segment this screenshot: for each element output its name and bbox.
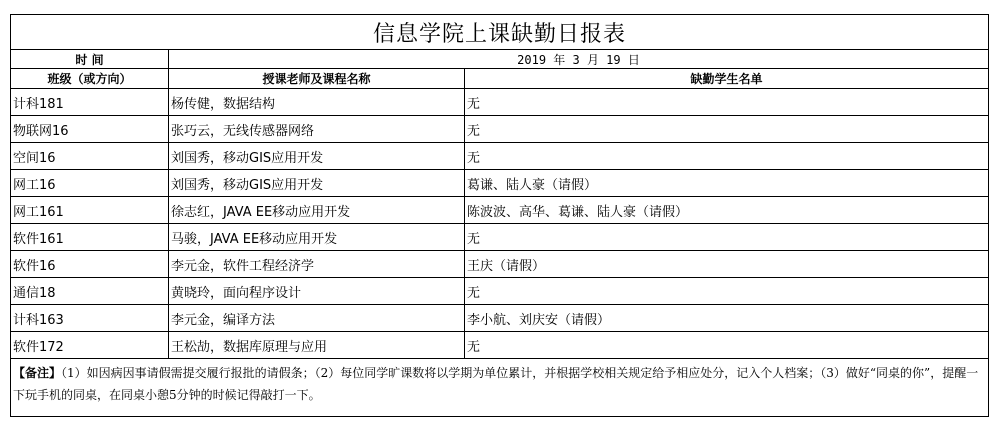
- table-row: [11, 278, 989, 305]
- cell-absent: 无: [465, 332, 989, 359]
- cell-class: 软件161: [11, 224, 169, 251]
- cell-class: 网工161: [11, 197, 169, 224]
- cell-teacher-course: 徐志红，JAVA EE移动应用开发: [169, 197, 465, 224]
- cell-absent: 无: [465, 224, 989, 251]
- note-text: （1）如因病因事请假需提交履行报批的请假条；（2）每位同学旷课数将以学期为单位累计，并根据学校相关规定给予相应处分，记入个人档案；（3）做好“同桌的你”，提醒一下玩手机的同桌，在同桌小憩5分钟的时候记得敲打一下。: [13, 366, 979, 402]
- note-row: [11, 359, 989, 417]
- cell-teacher-course: 张巧云，无线传感器网络: [169, 116, 465, 143]
- header-absent: 缺勤学生名单: [465, 69, 989, 89]
- absence-report-sheet: [10, 14, 988, 417]
- cell-teacher-course: 李元金，编译方法: [169, 305, 465, 332]
- table-row: [11, 89, 989, 116]
- cell-teacher-course: 王松劼，数据库原理与应用: [169, 332, 465, 359]
- cell-absent: 葛谦、陆人豪（请假）: [465, 170, 989, 197]
- cell-teacher-course: 刘国秀，移动GIS应用开发: [169, 170, 465, 197]
- cell-class: 物联网16: [11, 116, 169, 143]
- cell-class: 软件16: [11, 251, 169, 278]
- table-row: [11, 224, 989, 251]
- cell-class: 空间16: [11, 143, 169, 170]
- header-class: 班级（或方向）: [11, 69, 169, 89]
- note-cell: [11, 359, 989, 417]
- note-tag: 【备注】: [13, 366, 62, 380]
- cell-teacher-course: 刘国秀，移动GIS应用开发: [169, 143, 465, 170]
- cell-class: 网工16: [11, 170, 169, 197]
- table-row: [11, 116, 989, 143]
- cell-class: 通信18: [11, 278, 169, 305]
- cell-class: 计科181: [11, 89, 169, 116]
- cell-teacher-course: 李元金，软件工程经济学: [169, 251, 465, 278]
- cell-teacher-course: 黄晓玲，面向程序设计: [169, 278, 465, 305]
- cell-absent: 王庆（请假）: [465, 251, 989, 278]
- cell-absent: 陈波波、高华、葛谦、陆人豪（请假）: [465, 197, 989, 224]
- cell-class: 软件172: [11, 332, 169, 359]
- table-row: [11, 305, 989, 332]
- cell-teacher-course: 杨传健，数据结构: [169, 89, 465, 116]
- time-label: 时 间: [11, 50, 169, 69]
- report-title: 信息学院上课缺勤日报表: [11, 15, 989, 50]
- report-date: 2019 年 3 月 19 日: [169, 50, 989, 69]
- header-row: [11, 69, 989, 89]
- cell-absent: 李小航、刘庆安（请假）: [465, 305, 989, 332]
- cell-absent: 无: [465, 89, 989, 116]
- cell-teacher-course: 马骏，JAVA EE移动应用开发: [169, 224, 465, 251]
- cell-absent: 无: [465, 116, 989, 143]
- table-row: [11, 251, 989, 278]
- table-row: [11, 143, 989, 170]
- table-row: [11, 197, 989, 224]
- table-row: [11, 332, 989, 359]
- title-row: [11, 15, 989, 50]
- table-row: [11, 170, 989, 197]
- cell-absent: 无: [465, 143, 989, 170]
- header-teacher-course: 授课老师及课程名称: [169, 69, 465, 89]
- date-row: [11, 50, 989, 69]
- cell-absent: 无: [465, 278, 989, 305]
- cell-class: 计科163: [11, 305, 169, 332]
- absence-report-table: [10, 14, 989, 417]
